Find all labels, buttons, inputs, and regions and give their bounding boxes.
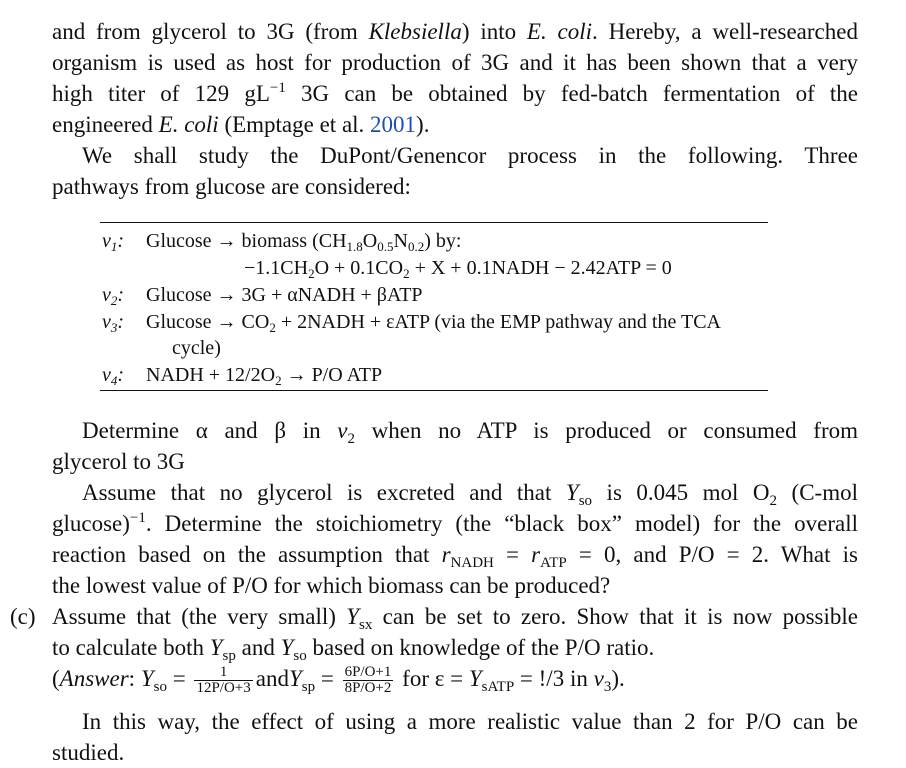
final-line1: In this way, the effect of using a more realistic value than 2 for P/O can be (82, 709, 858, 734)
question-a-line1: Determine α and β in $v_2$ when no ATP is produced or consumed from (82, 418, 859, 447)
reaction-v1: $v_1$: Glucose → biomass $(CH_{1.8}O_{0.5}N_{0.2})$ by: (102, 230, 462, 254)
reaction-v1-equation: $-1.1CH_2O + 0.1CO_2 + X$ + 0.1NADH − 2.42ATP = 0 (244, 257, 672, 281)
question-b-line4: the lowest value of P/O for which biomass can be produced? (52, 573, 611, 598)
para1-line2: organism is used as host for production of 3G and it has been shown that a very (52, 50, 858, 75)
citation-link[interactable]: 2001 (370, 112, 417, 137)
question-c-answer-line: (Answer: $Y_{so}$ = $\frac{1}{12P/O+3}$ andY$_{sp}$ = $\frac{6P/O+1}{8P/O+2}$ for $\varepsilon = Y_{sATP} = !/3$ in $v_3$). (52, 664, 625, 697)
reaction-v3-continuation: cycle) (172, 337, 221, 359)
fraction-ysp: $\frac{6P/O+1}{8P/O+2}$ (344, 664, 392, 697)
reaction-v4: $v_4$: NADH + $12/2O_2 \to P/O$ ATP (102, 364, 383, 388)
reaction-v2: $v_2$: Glucose → 3G + αNADH + βATP (102, 284, 423, 308)
para2-line2: pathways from glucose are considered: (52, 174, 411, 199)
question-c-line2: to calculate both $Y_{sp}$ and $Y_{so}$ based on knowledge of the P/O ratio. (52, 635, 655, 664)
para1-line3: high titer of 129 $gL^{-1}$ 3G can be obtained by fed-batch fermentation of the (52, 80, 859, 106)
final-line2: studied. (52, 740, 125, 765)
reaction-v3: $v_3$: $Glucose \to CO_2$ + 2NADH + εATP (via the EMP pathway and the TCA (102, 311, 721, 335)
para2-line1: We shall study the DuPont/Genencor process in the following. Three (82, 143, 858, 168)
fraction-yso: $\frac{1}{12P/O+3}$ (196, 664, 251, 697)
question-b-line1: Assume that no glycerol is excreted and that $Y_{so}$ is 0.045 mol $O_2$ (C-mol (82, 480, 858, 509)
table-top-rule (100, 222, 768, 223)
table-bottom-rule (100, 390, 768, 391)
question-b-line3: reaction based on the assumption that $r_{NADH} = r_{ATP} = 0$, and P/O = 2. What is (52, 542, 858, 571)
para1-line4: engineered E. coli (Emptage et al. 2001). (52, 112, 430, 137)
question-c-line1: Assume that (the very small) $Y_{sx}$ can be set to zero. Show that it is now possible (52, 604, 859, 633)
para1-line1: and from glycerol to 3G (from Klebsiella) into E. coli. Hereby, a well-researched (52, 19, 858, 44)
question-a-line2: glycerol to 3G (52, 449, 185, 474)
question-c-label: (c) (10, 604, 36, 629)
question-b-line2: glucose)$^{-1}$. Determine the stoichiometry (the “black box” model) for the overall (52, 510, 858, 536)
